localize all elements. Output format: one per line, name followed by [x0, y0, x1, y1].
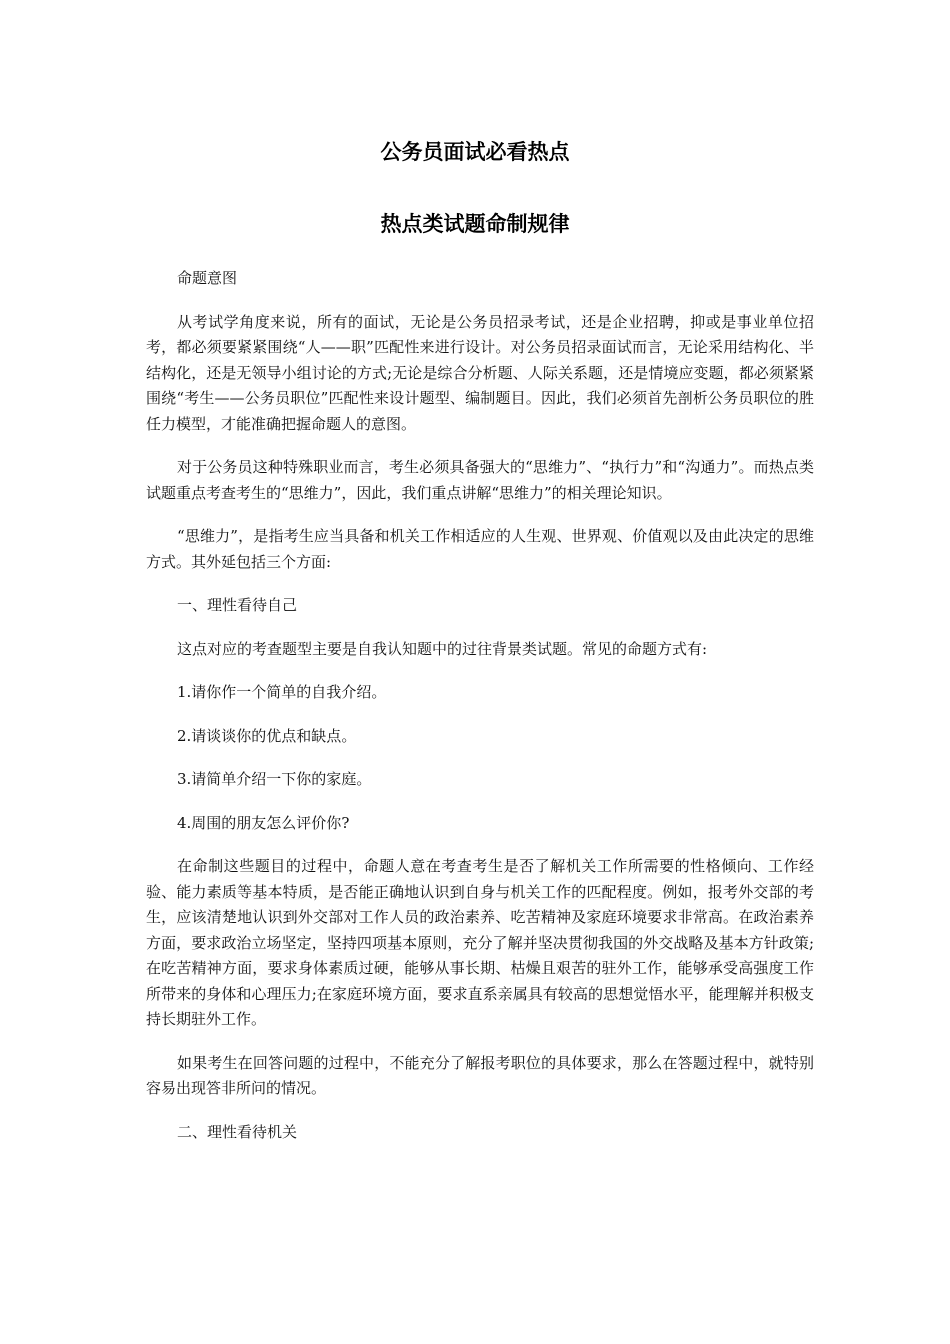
list-item: 3.请简单介绍一下你的家庭。	[177, 770, 372, 788]
document-title: 公务员面试必看热点	[380, 140, 570, 164]
list-item: 4.周围的朋友怎么评价你?	[177, 813, 350, 832]
section-heading: 二、理性看待机关	[177, 1122, 298, 1141]
document-body	[146, 266, 814, 1163]
document-subtitle: 热点类试题命制规律	[380, 212, 570, 236]
section-heading: 命题意图	[177, 269, 238, 287]
body-paragraph: “思维力”，是指考生应当具备和机关工作相适应的人生观、世界观、价值观以及由此决定的思维方式。其外延包括三个方面:	[146, 527, 814, 571]
body-paragraph: 如果考生在回答问题的过程中，不能充分了解报考职位的具体要求，那么在答题过程中，就特别容易出现答非所问的情况。	[146, 1053, 814, 1097]
body-paragraph: 从考试学角度来说，所有的面试，无论是公务员招录考试，还是企业招聘，抑或是事业单位招考，都必须要紧紧围绕“人——职”匹配性来进行设计。对公务员招录面试而言，无论采用结构化、半结构化，还是无领导小组讨论的方式;无论是综合分析题、人际关系题，还是情境应变题，都必须紧紧围绕“考生——公务员职位”匹配性来设计题型、编制题目。因此，我们必须首先剖析公务员职位的胜任力模型，才能准确把握命题人的意图。	[146, 312, 814, 433]
list-item: 1.请你作一个简单的自我介绍。	[177, 683, 387, 701]
body-paragraph: 在命制这些题目的过程中，命题人意在考查考生是否了解机关工作所需要的性格倾向、工作经验、能力素质等基本特质，是否能正确地认识到自身与机关工作的匹配程度。例如，报考外交部的考生，应该清楚地认识到外交部对工作人员的政治素养、吃苦精神及家庭环境要求非常高。在政治素养方面，要求政治立场坚定，坚持四项基本原则，充分了解并坚决贯彻我国的外交战略及基本方针政策;在吃苦精神方面，要求身体素质过硬，能够从事长期、枯燥且艰苦的驻外工作，能够承受高强度工作所带来的身体和心理压力;在家庭环境方面，要求直系亲属具有较高的思想觉悟水平，能理解并积极支持长期驻外工作。	[146, 857, 814, 1028]
body-paragraph: 这点对应的考查题型主要是自我认知题中的过往背景类试题。常见的命题方式有:	[177, 639, 708, 658]
section-heading: 一、理性看待自己	[177, 596, 298, 614]
body-paragraph: 对于公务员这种特殊职业而言，考生必须具备强大的“思维力”、“执行力”和“沟通力”。而热点类试题重点考查考生的“思维力”，因此，我们重点讲解“思维力”的相关理论知识。	[146, 458, 814, 502]
list-item: 2.请谈谈你的优点和缺点。	[177, 726, 357, 745]
